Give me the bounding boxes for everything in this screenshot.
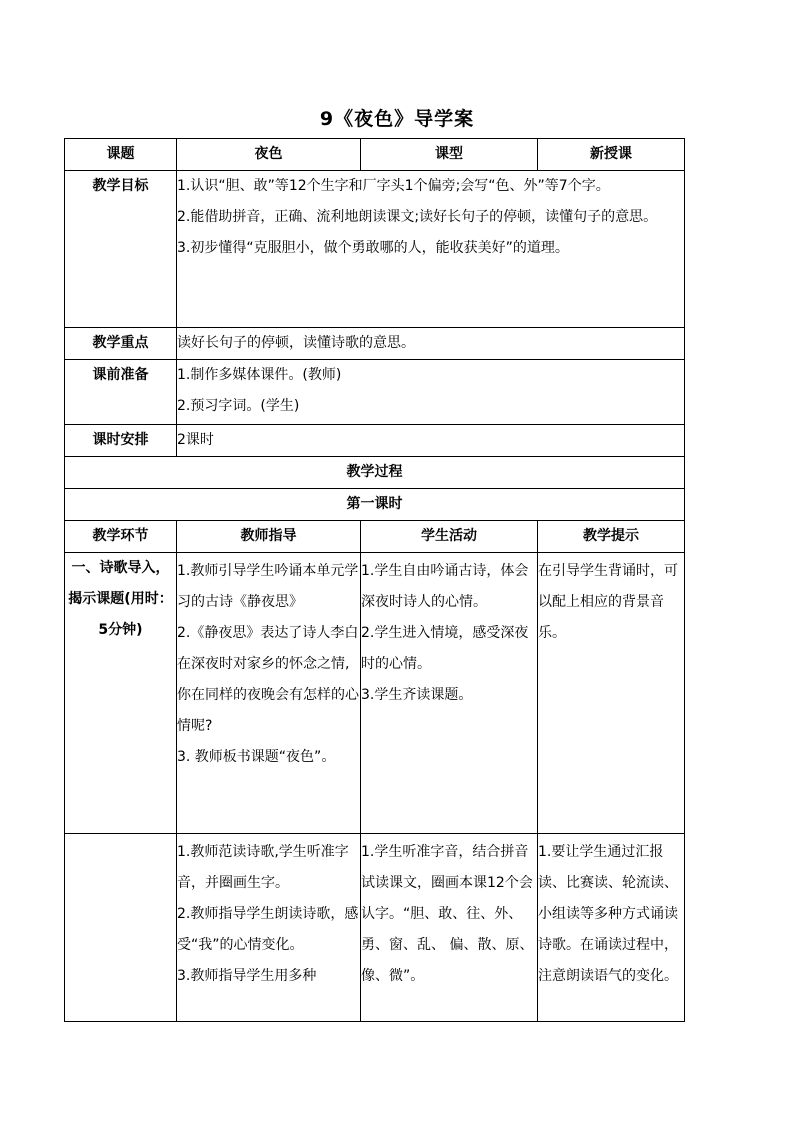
table-row (65, 553, 685, 834)
stage-cell: 一、诗歌导入，揭示课题(用时：5分钟) (65, 553, 177, 834)
lesson-plan-table (64, 138, 685, 1022)
column-header: 教师指导 (177, 521, 361, 553)
table-row (65, 834, 685, 1022)
lesson-title: 第一课时 (65, 489, 685, 521)
topic-label: 课题 (65, 139, 177, 171)
goal-item: 2.能借助拼音，正确、流利地朗读课文;读好长句子的停顿，读懂句子的意思。 (177, 209, 658, 225)
student-cell (361, 553, 538, 834)
page-title: 9《夜色》导学案 (319, 108, 475, 130)
prep-label: 课前准备 (65, 360, 177, 425)
topic-row (65, 139, 685, 171)
tips-cell (538, 553, 685, 834)
type-value: 新授课 (538, 139, 685, 171)
teacher-item: 3. 教师板书课题“夜色”。 (177, 749, 336, 765)
column-header: 学生活动 (361, 521, 538, 553)
goal-item: 3.初步懂得“克服胆小，做个勇敢哪的人，能收获美好”的道理。 (177, 240, 569, 256)
goals-row (65, 171, 685, 328)
column-header: 教学提示 (538, 521, 685, 553)
teacher-item: 1.教师范读诗歌,学生听准字音，并圈画生字。 (177, 844, 349, 891)
teacher-item: 2.教师指导学生朗读诗歌，感受“我”的心情变化。 (177, 906, 359, 953)
teacher-cell (177, 834, 361, 1022)
hours-row (65, 425, 685, 457)
process-title: 教学过程 (65, 457, 685, 489)
goal-item: 1.认识“胆、敢”等12个生字和厂字头1个偏旁;会写“色、外”等7个字。 (177, 178, 610, 194)
student-item: 2.学生进入情境，感受深夜时的心情。 (361, 625, 529, 672)
goals-label: 教学目标 (65, 171, 177, 328)
focus-label: 教学重点 (65, 328, 177, 360)
column-header-row (65, 521, 685, 553)
prep-cell (177, 360, 685, 425)
type-label: 课型 (361, 139, 538, 171)
column-header: 教学环节 (65, 521, 177, 553)
prep-item: 1.制作多媒体课件。(教师) (177, 367, 342, 383)
teacher-item: 1.教师引导学生吟诵本单元学习的古诗《静夜思》 (177, 563, 359, 610)
student-cell (361, 834, 538, 1022)
goals-cell (177, 171, 685, 328)
teacher-item: 2.《静夜思》表达了诗人李白在深夜时对家乡的怀念之情,你在同样的夜晚会有怎样的心情呢? (177, 625, 359, 734)
focus-row (65, 328, 685, 360)
focus-value: 读好长句子的停顿，读懂诗歌的意思。 (177, 328, 685, 360)
teacher-cell (177, 553, 361, 834)
teacher-item: 3.教师指导学生用多种 (177, 968, 317, 984)
prep-row (65, 360, 685, 425)
prep-item: 2.预习字词。(学生) (177, 398, 300, 414)
student-item: 3.学生齐读课题。 (361, 687, 473, 703)
tips-item: 1.要让学生通过汇报读、比赛读、轮流读、小组读等多种方式诵读诗歌。在诵读过程中，注意朗读语气的变化。 (538, 844, 678, 984)
student-item: 1.学生自由吟诵古诗，体会深夜时诗人的心情。 (361, 563, 529, 610)
process-title-row (65, 457, 685, 489)
student-item: 1.学生听准字音，结合拼音试读课文，圈画本课12个会认字。“胆、敢、往、外、勇、窗、乱、 偏、散、原、像、微”。 (361, 844, 534, 984)
lesson-title-row (65, 489, 685, 521)
hours-value: 2课时 (177, 425, 685, 457)
hours-label: 课时安排 (65, 425, 177, 457)
tips-cell (538, 834, 685, 1022)
stage-cell (65, 834, 177, 1022)
tips-item: 在引导学生背诵时，可以配上相应的背景音乐。 (538, 563, 678, 641)
topic-value: 夜色 (177, 139, 361, 171)
